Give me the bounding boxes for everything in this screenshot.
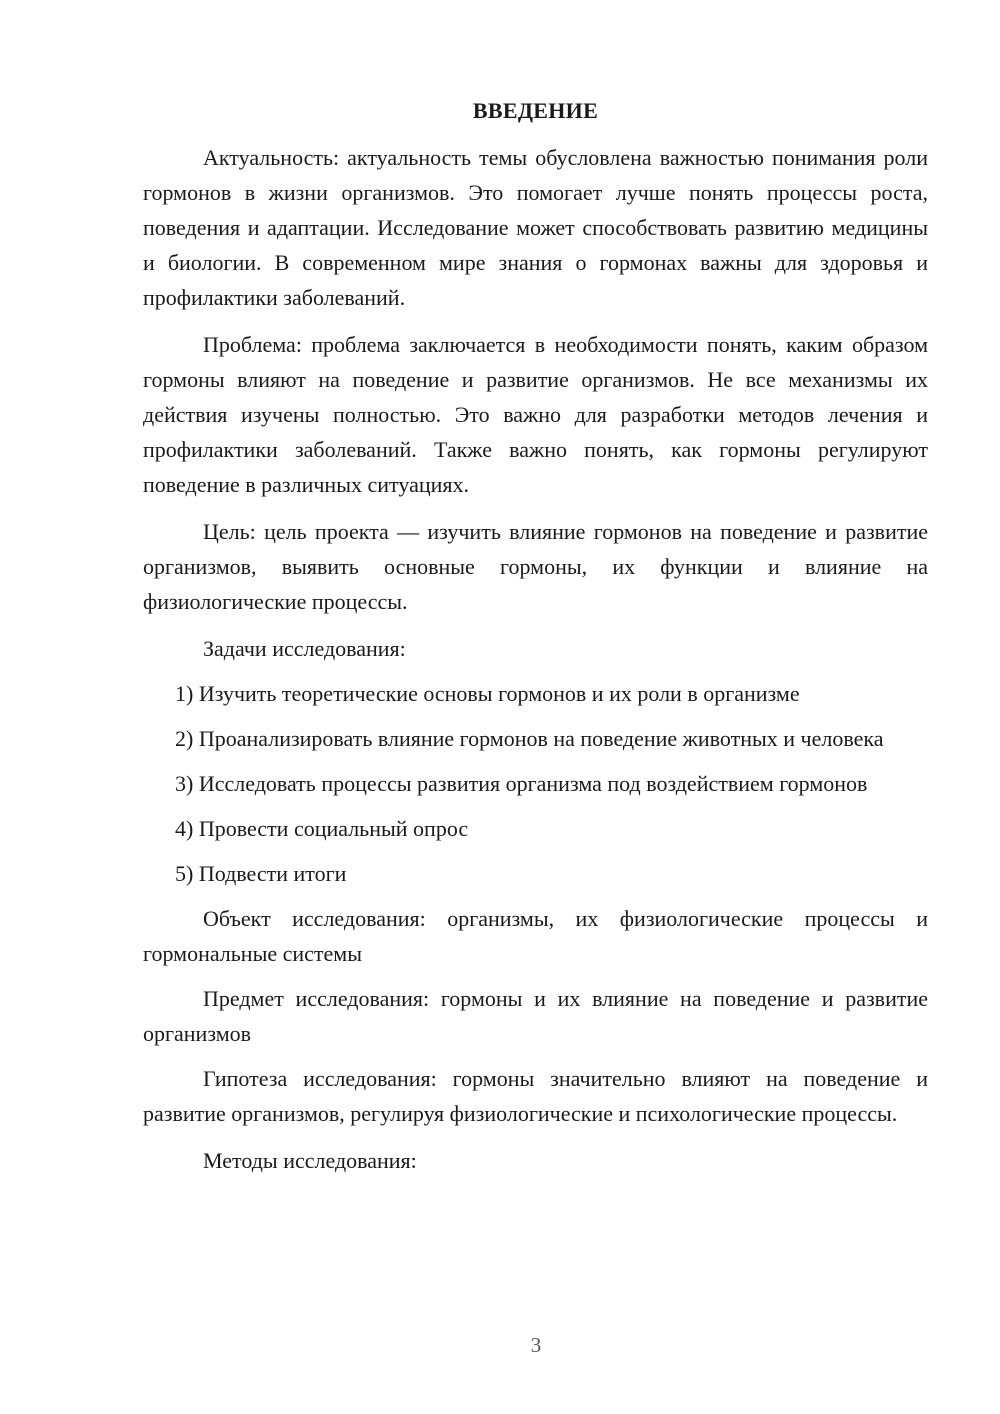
paragraph-problem: Проблема: проблема заключается в необходимости понять, каким образом гормоны влияют на поведение и развитие организмов. Не все механизмы их действия изучены полностью. Это важно для разработки методов лечения и профилактики заболеваний. Также важно понять, как гормоны регулируют поведение в различных ситуациях. (143, 332, 928, 497)
task-item-1: 1) Изучить теоретические основы гормонов и их роли в организме (175, 681, 800, 706)
paragraph-subject: Предмет исследования: гормоны и их влияние на поведение и развитие организмов (143, 986, 928, 1046)
page-title: ВВЕДЕНИЕ (472, 98, 599, 123)
task-item-2: 2) Проанализировать влияние гормонов на поведение животных и человека (175, 726, 884, 751)
document-page (143, 96, 928, 1178)
paragraph-hypothesis: Гипотеза исследования: гормоны значительно влияют на поведение и развитие организмов, регулируя физиологические и психологические процессы. (143, 1066, 928, 1126)
task-item-5: 5) Подвести итоги (175, 861, 347, 886)
paragraph-relevance: Актуальность: актуальность темы обусловлена важностью понимания роли гормонов в жизни организмов. Это помогает лучше понять процессы роста, поведения и адаптации. Исследование может способствовать развитию медицины и биологии. В современном мире знания о гормонах важны для здоровья и профилактики заболеваний. (143, 145, 928, 310)
task-item-3: 3) Исследовать процессы развития организма под воздействием гормонов (175, 771, 868, 796)
page-number: 3 (530, 1333, 542, 1357)
methods-heading: Методы исследования: (203, 1148, 417, 1173)
paragraph-object: Объект исследования: организмы, их физиологические процессы и гормональные системы (143, 906, 928, 966)
paragraph-goal: Цель: цель проекта — изучить влияние гормонов на поведение и развитие организмов, выявить основные гормоны, их функции и влияние на физиологические процессы. (143, 519, 928, 614)
tasks-heading: Задачи исследования: (203, 636, 406, 661)
task-item-4: 4) Провести социальный опрос (175, 816, 469, 841)
